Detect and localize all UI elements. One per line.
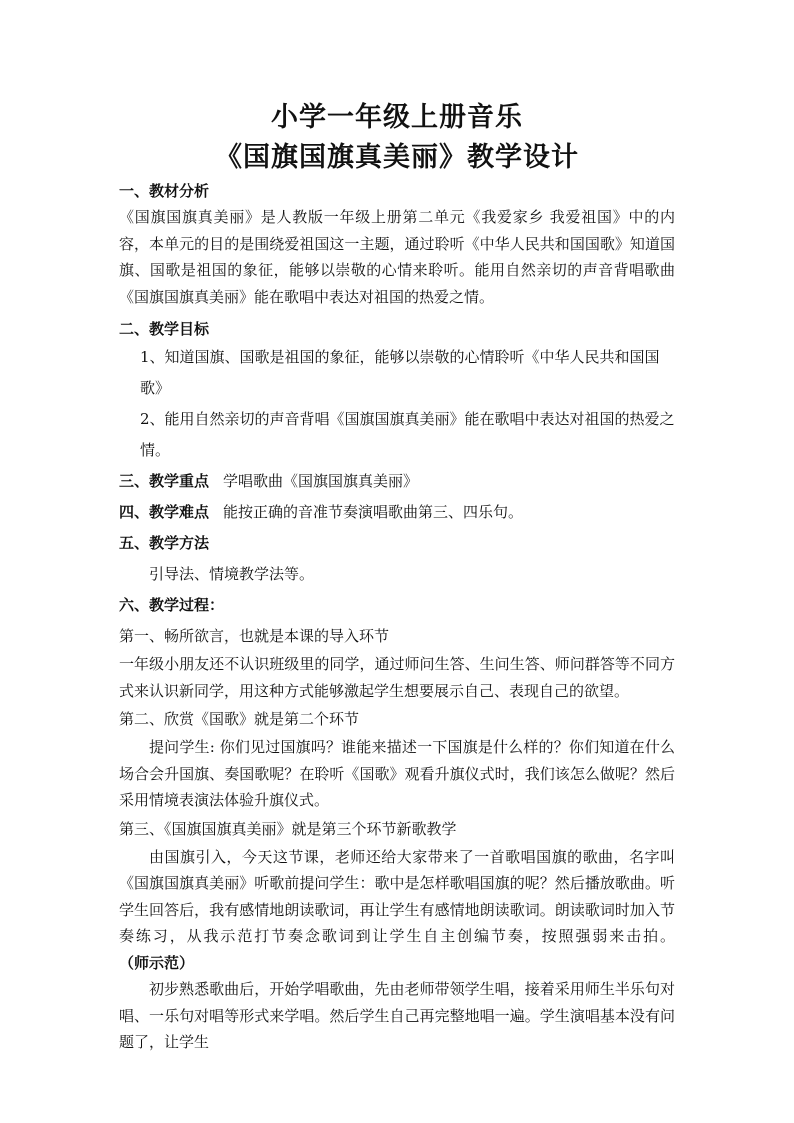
section-heading-goals: 二、教学目标 [119, 320, 210, 338]
doc-title-line2: 《国旗国旗真美丽》教学设计 [215, 142, 579, 173]
step3-body-bold: （师示范） [119, 953, 195, 972]
step3-title: 第三、《国旗国旗真美丽》就是第三个环节新歌教学 [119, 819, 457, 838]
section-heading-key-points: 三、教学重点 [119, 472, 210, 490]
section-body-key-points: 学唱歌曲《国旗国旗真美丽》 [223, 472, 419, 490]
step3-body-continued: 初步熟悉歌曲后，开始学唱歌曲，先由老师带领学生唱，接着采用师生半乐句对唱、一乐句对唱等形式来学唱。然后学生自己再完整地唱一遍。学生演唱基本没有问题了，让学生 [119, 980, 675, 1051]
section-difficulties [119, 497, 675, 528]
doc-title-line1: 小学一年级上册音乐 [271, 102, 523, 133]
section-body-difficulties: 能按正确的音准节奏演唱歌曲第三、四乐句。 [223, 503, 524, 521]
section-body-methods: 引导法、情境教学法等。 [149, 565, 315, 583]
section-heading-process: 六、教学过程： [119, 596, 225, 614]
goal-item-2: 2、能用自然亲切的声音背唱《国旗国旗真美丽》能在歌唱中表达对祖国的热爱之情。 [140, 410, 675, 459]
goal-item-1: 1、知道国旗、国歌是祖国的象征，能够以崇敬的心情聆听《中华人民共和国国歌》 [140, 348, 660, 397]
section-key-points [119, 466, 675, 497]
section-heading-materials: 一、教材分析 [119, 182, 210, 200]
step3-body-text: 由国旗引入，今天这节课，老师还给大家带来了一首歌唱国旗的歌曲，名字叫《国旗国旗真美丽》听歌前提问学生：歌中是怎样歌唱国旗的呢？然后播放歌曲。听学生回答后，我有感情地朗读歌词，再让学生有感情地朗读歌词。朗读歌词时加入节奏练习，从我示范打节奏念歌词到让学生自主创编节奏，按照强弱来击拍。 [119, 847, 675, 945]
step1-body: 一年级小朋友还不认识班级里的同学，通过师问生答、生问生答、师问群答等不同方式来认识新同学，用这种方式能够激起学生想要展示自己、表现自己的欲望。 [119, 655, 675, 700]
section-body-materials: 《国旗国旗真美丽》是人教版一年级上册第二单元《我爱家乡 我爱祖国》中的内容，本单元的目的是围绕爱祖国这一主题，通过聆听《中华人民共和国国歌》知道国旗、国歌是祖国的象征，能够以崇敬的心情来聆听。能用自然亲切的声音背唱歌曲《国旗国旗真美丽》能在歌唱中表达对祖国的热爱之情。 [119, 208, 675, 306]
section-heading-methods: 五、教学方法 [119, 534, 210, 552]
step2-body: 提问学生: 你们见过国旗吗？谁能来描述一下国旗是什么样的？你们知道在什么场合会升国旗、奏国歌呢？在聆听《国歌》观看升旗仪式时，我们该怎么做呢？然后采用情境表演法体验升旗仪式。 [119, 738, 675, 809]
step3-body [119, 844, 675, 977]
document-page [119, 98, 675, 1056]
section-heading-difficulties: 四、教学难点 [119, 503, 210, 521]
step1-title: 第一、畅所欲言，也就是本课的导入环节 [119, 627, 390, 645]
step2-title: 第二、欣赏《国歌》就是第二个环节 [119, 710, 360, 728]
